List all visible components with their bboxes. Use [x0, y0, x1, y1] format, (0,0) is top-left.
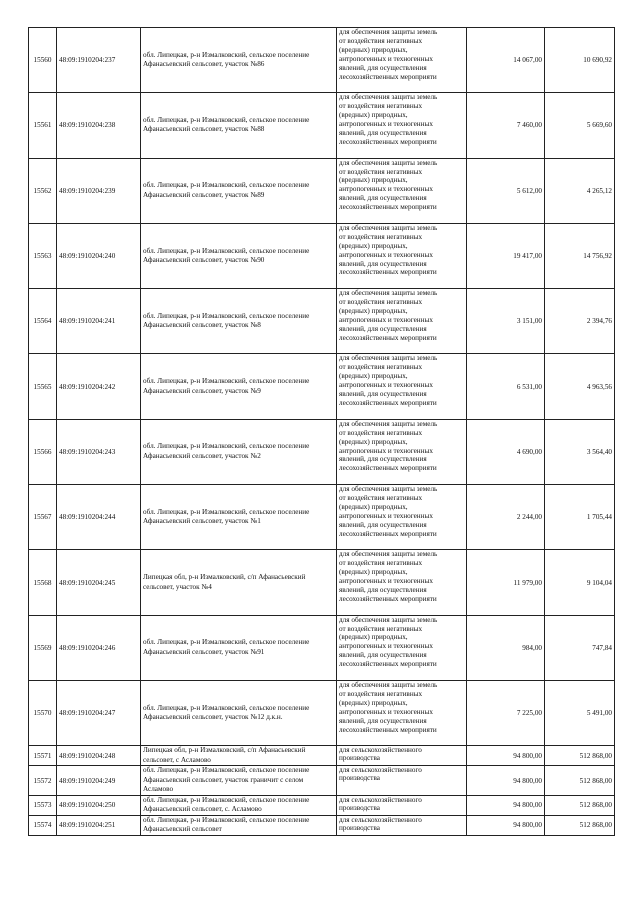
row-number-cell: 15561: [29, 93, 57, 158]
table-row: [29, 680, 615, 745]
cadastral-value-cell: 9 104,04: [545, 550, 615, 615]
plot-area-cell: 7 460,00: [467, 93, 545, 158]
permitted-use-cell: для обеспечения защиты земель от воздействия негативных (вредных) природных, антропогенных и техногенных явлений, для осуществления лесохозяйственных мероприяти: [337, 93, 467, 158]
cadastral-value-cell: 14 756,92: [545, 223, 615, 288]
plot-area-cell: 19 417,00: [467, 223, 545, 288]
plot-area-cell: 94 800,00: [467, 746, 545, 766]
cadastral-number-cell: 48:09:1910204:243: [57, 419, 141, 484]
cadastral-value-cell: 512 868,00: [545, 815, 615, 835]
cadastral-value-cell: 4 265,12: [545, 158, 615, 223]
plot-area-cell: 94 800,00: [467, 766, 545, 796]
plot-address-cell: обл. Липецкая, р-н Измалковский, сельское поселение Афанасьевский сельсовет, участок №91: [141, 615, 337, 680]
permitted-use-cell: для обеспечения защиты земель от воздействия негативных (вредных) природных, антропогенных и техногенных явлений, для осуществления лесохозяйственных мероприяти: [337, 28, 467, 93]
plot-area-cell: 984,00: [467, 615, 545, 680]
permitted-use-cell: для сельскохозяйственного производства: [337, 815, 467, 835]
permitted-use-cell: для обеспечения защиты земель от воздействия негативных (вредных) природных, антропогенных и техногенных явлений, для осуществления лесохозяйственных мероприяти: [337, 680, 467, 745]
table-row: [29, 766, 615, 796]
cadastral-value-cell: 5 491,00: [545, 680, 615, 745]
cadastral-value-cell: 5 669,60: [545, 93, 615, 158]
plot-area-cell: 14 067,00: [467, 28, 545, 93]
row-number-cell: 15570: [29, 680, 57, 745]
row-number-cell: 15562: [29, 158, 57, 223]
table-row: [29, 93, 615, 158]
plot-address-cell: обл. Липецкая, р-н Измалковский, сельское поселение Афанасьевский сельсовет, участок граничит с селом Асламово: [141, 766, 337, 796]
table-row: [29, 485, 615, 550]
cadastral-number-cell: 48:09:1910204:238: [57, 93, 141, 158]
permitted-use-cell: для сельскохозяйственного производства: [337, 766, 467, 796]
permitted-use-cell: для сельскохозяйственного производства: [337, 795, 467, 815]
permitted-use-cell: для обеспечения защиты земель от воздействия негативных (вредных) природных, антропогенных и техногенных явлений, для осуществления лесохозяйственных мероприяти: [337, 615, 467, 680]
row-number-cell: 15571: [29, 746, 57, 766]
cadastral-number-cell: 48:09:1910204:249: [57, 766, 141, 796]
table-body: [29, 28, 615, 836]
cadastral-value-cell: 1 705,44: [545, 485, 615, 550]
table-row: [29, 158, 615, 223]
plot-address-cell: Липецкая обл, р-н Измалковский, с/п Афанасьевский сельсовет, участок №4: [141, 550, 337, 615]
cadastral-number-cell: 48:09:1910204:248: [57, 746, 141, 766]
cadastral-number-cell: 48:09:1910204:244: [57, 485, 141, 550]
table-row: [29, 28, 615, 93]
plot-address-cell: обл. Липецкая, р-н Измалковский, сельское поселение Афанасьевский сельсовет: [141, 815, 337, 835]
cadastral-value-cell: 3 564,40: [545, 419, 615, 484]
plot-area-cell: 11 979,00: [467, 550, 545, 615]
table-row: [29, 795, 615, 815]
plot-address-cell: обл. Липецкая, р-н Измалковский, сельское поселение Афанасьевский сельсовет, участок №8: [141, 289, 337, 354]
permitted-use-cell: для обеспечения защиты земель от воздействия негативных (вредных) природных, антропогенных и техногенных явлений, для осуществления лесохозяйственных мероприяти: [337, 223, 467, 288]
row-number-cell: 15574: [29, 815, 57, 835]
plot-address-cell: обл. Липецкая, р-н Измалковский, сельское поселение Афанасьевский сельсовет, участок №90: [141, 223, 337, 288]
plot-area-cell: 94 800,00: [467, 815, 545, 835]
row-number-cell: 15568: [29, 550, 57, 615]
plot-address-cell: обл. Липецкая, р-н Измалковский, сельское поселение Афанасьевский сельсовет, участок №88: [141, 93, 337, 158]
permitted-use-cell: для обеспечения защиты земель от воздействия негативных (вредных) природных, антропогенных и техногенных явлений, для осуществления лесохозяйственных мероприяти: [337, 289, 467, 354]
cadastral-number-cell: 48:09:1910204:237: [57, 28, 141, 93]
row-number-cell: 15565: [29, 354, 57, 419]
cadastral-value-cell: 2 394,76: [545, 289, 615, 354]
table-row: [29, 289, 615, 354]
land-plots-table: [28, 27, 615, 836]
plot-area-cell: 2 244,00: [467, 485, 545, 550]
cadastral-number-cell: 48:09:1910204:245: [57, 550, 141, 615]
plot-area-cell: 6 531,00: [467, 354, 545, 419]
cadastral-value-cell: 512 868,00: [545, 746, 615, 766]
cadastral-value-cell: 4 963,56: [545, 354, 615, 419]
permitted-use-cell: для обеспечения защиты земель от воздействия негативных (вредных) природных, антропогенных и техногенных явлений, для осуществления лесохозяйственных мероприяти: [337, 485, 467, 550]
plot-address-cell: обл. Липецкая, р-н Измалковский, сельское поселение Афанасьевский сельсовет, участок №12 д.к.н.: [141, 680, 337, 745]
table-row: [29, 419, 615, 484]
cadastral-value-cell: 747,84: [545, 615, 615, 680]
cadastral-number-cell: 48:09:1910204:241: [57, 289, 141, 354]
table-row: [29, 746, 615, 766]
plot-address-cell: Липецкая обл, р-н Измалковский, с/п Афанасьевский сельсовет, с Асламово: [141, 746, 337, 766]
table-row: [29, 354, 615, 419]
row-number-cell: 15566: [29, 419, 57, 484]
plot-address-cell: обл. Липецкая, р-н Измалковский, сельское поселение Афанасьевский сельсовет, с. Асламово: [141, 795, 337, 815]
permitted-use-cell: для обеспечения защиты земель от воздействия негативных (вредных) природных, антропогенных и техногенных явлений, для осуществления лесохозяйственных мероприяти: [337, 158, 467, 223]
plot-area-cell: 3 151,00: [467, 289, 545, 354]
table-row: [29, 223, 615, 288]
cadastral-number-cell: 48:09:1910204:242: [57, 354, 141, 419]
plot-area-cell: 7 225,00: [467, 680, 545, 745]
cadastral-value-cell: 10 690,92: [545, 28, 615, 93]
row-number-cell: 15563: [29, 223, 57, 288]
plot-address-cell: обл. Липецкая, р-н Измалковский, сельское поселение Афанасьевский сельсовет, участок №89: [141, 158, 337, 223]
permitted-use-cell: для обеспечения защиты земель от воздействия негативных (вредных) природных, антропогенных и техногенных явлений, для осуществления лесохозяйственных мероприяти: [337, 550, 467, 615]
permitted-use-cell: для обеспечения защиты земель от воздействия негативных (вредных) природных, антропогенных и техногенных явлений, для осуществления лесохозяйственных мероприяти: [337, 354, 467, 419]
plot-address-cell: обл. Липецкая, р-н Измалковский, сельское поселение Афанасьевский сельсовет, участок №9: [141, 354, 337, 419]
row-number-cell: 15567: [29, 485, 57, 550]
cadastral-number-cell: 48:09:1910204:240: [57, 223, 141, 288]
cadastral-number-cell: 48:09:1910204:250: [57, 795, 141, 815]
row-number-cell: 15564: [29, 289, 57, 354]
plot-area-cell: 5 612,00: [467, 158, 545, 223]
table-row: [29, 550, 615, 615]
cadastral-number-cell: 48:09:1910204:239: [57, 158, 141, 223]
plot-area-cell: 4 690,00: [467, 419, 545, 484]
cadastral-number-cell: 48:09:1910204:247: [57, 680, 141, 745]
cadastral-number-cell: 48:09:1910204:246: [57, 615, 141, 680]
plot-address-cell: обл. Липецкая, р-н Измалковский, сельское поселение Афанасьевский сельсовет, участок №2: [141, 419, 337, 484]
plot-address-cell: обл. Липецкая, р-н Измалковский, сельское поселение Афанасьевский сельсовет, участок №1: [141, 485, 337, 550]
row-number-cell: 15573: [29, 795, 57, 815]
cadastral-value-cell: 512 868,00: [545, 766, 615, 796]
plot-address-cell: обл. Липецкая, р-н Измалковский, сельское поселение Афанасьевский сельсовет, участок №86: [141, 28, 337, 93]
table-row: [29, 815, 615, 835]
cadastral-value-cell: 512 868,00: [545, 795, 615, 815]
row-number-cell: 15572: [29, 766, 57, 796]
cadastral-number-cell: 48:09:1910204:251: [57, 815, 141, 835]
permitted-use-cell: для сельскохозяйственного производства: [337, 746, 467, 766]
land-registry-page: [28, 27, 614, 836]
permitted-use-cell: для обеспечения защиты земель от воздействия негативных (вредных) природных, антропогенных и техногенных явлений, для осуществления лесохозяйственных мероприяти: [337, 419, 467, 484]
table-row: [29, 615, 615, 680]
row-number-cell: 15569: [29, 615, 57, 680]
row-number-cell: 15560: [29, 28, 57, 93]
plot-area-cell: 94 800,00: [467, 795, 545, 815]
